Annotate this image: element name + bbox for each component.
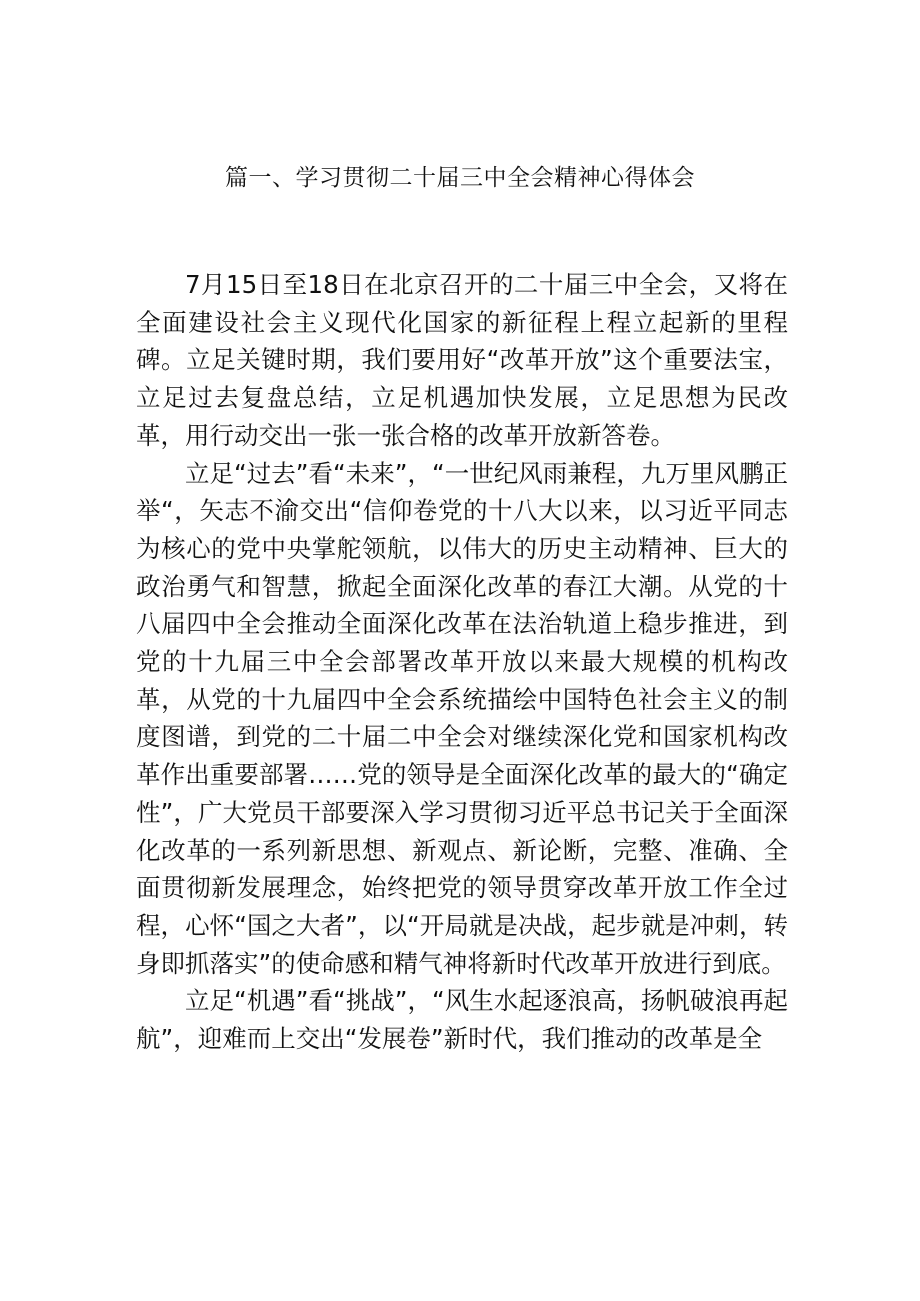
document-body [136,266,788,1058]
paragraph-3: 立足“机遇”看“挑战”，“风生水起逐浪高，扬帆破浪再起航”，迎难而上交出“发展卷”新时代，我们推动的改革是全 [136,986,788,1054]
paragraph-1: 7月15日至18日在北京召开的二十届三中全会，又将在全面建设社会主义现代化国家的新征程上程立起新的里程碑。立足关键时期，我们要用好“改革开放”这个重要法宝，立足过去复盘总结，立足机遇加快发展，立足思想为民改革，用行动交出一张一张合格的改革开放新答卷。 [136,270,788,450]
document-title: 篇一、学习贯彻二十届三中全会精神心得体会 [225,165,695,191]
paragraph-2: 立足“过去”看“未来”，“一世纪风雨兼程，九万里风鹏正举“，矢志不渝交出“信仰卷党的十八大以来，以习近平同志为核心的党中央掌舵领航，以伟大的历史主动精神、巨大的政治勇气和智慧，掀起全面深化改革的春江大潮。从党的十八届四中全会推动全面深化改革在法治轨道上稳步推进，到党的十九届三中全会部署改革开放以来最大规模的机构改革，从党的十九届四中全会系统描绘中国特色社会主义的制度图谱，到党的二十届二中全会对继续深化党和国家机构改革作出重要部署……党的领导是全面深化改革的最大的“确定性”，广大党员干部要深入学习贯彻习近平总书记关于全面深化改革的一系列新思想、新观点、新论断，完整、准确、全面贯彻新发展理念，始终把党的领导贯穿改革开放工作全过程，心怀“国之大者”，以“开局就是决战，起步就是冲刺，转身即抓落实”的使命感和精气神将新时代改革开放进行到底。 [136,458,788,978]
